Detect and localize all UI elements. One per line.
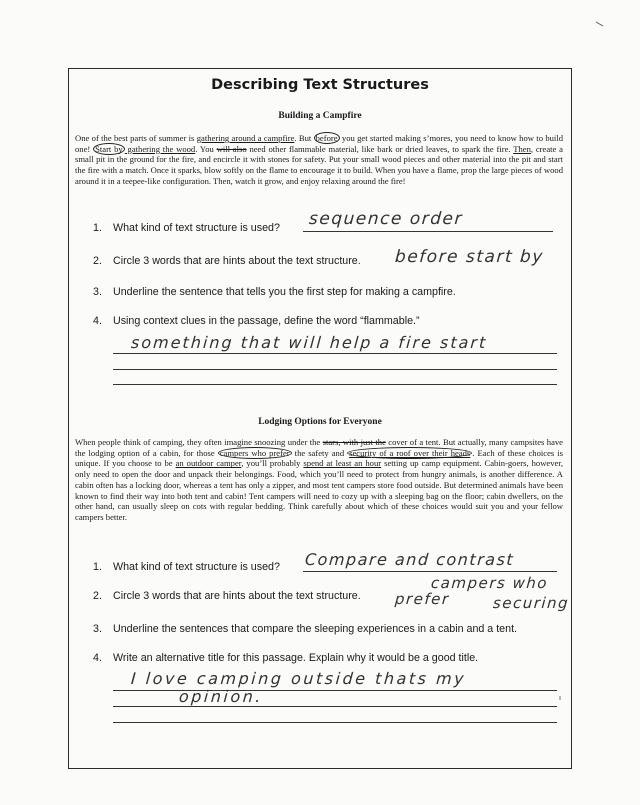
s2-answer-2-line3[interactable]: securing	[492, 594, 570, 612]
s1-question-2: 2. Circle 3 words that are hints about the text structure.	[93, 255, 361, 267]
s1-question-1: 1. What kind of text structure is used?	[93, 222, 280, 234]
section1-passage: One of the best parts of summer is gathering around a campfire. But before you get started making s’mores, you need to know how to build one! Start by gathering the wood. You will also need other flammable material, like bark or dried leaves, to spark the fire. Then, create a small pit in the ground for the fire, and encircle it with stones for safety. Put your small wood pieces and other material into the pit and start the fire with a match. Once it sparks, blow softly on the flame to encourage it to build. When you have a flame, prop the large pieces of wood around it in a teepee-like configuration. Then, watch it grow, and enjoy relaxing around the fire!	[75, 133, 563, 186]
stray-pencil-mark	[596, 22, 603, 26]
worksheet-border	[68, 68, 572, 769]
s2-question-2: 2. Circle 3 words that are hints about the text structure.	[93, 590, 361, 602]
s2-answer-1[interactable]: Compare and contrast	[304, 550, 515, 569]
s2-answer-1-line	[303, 571, 557, 572]
s2-answer-4-line-2	[113, 706, 557, 707]
s1-answer-4-line-3	[113, 384, 557, 385]
s1-question-3: 3. Underline the sentence that tells you the first step for making a campfire.	[93, 286, 456, 298]
worksheet-title: Describing Text Structures	[211, 77, 429, 93]
s1-answer-1-line	[303, 231, 553, 232]
s2-question-4: 4. Write an alternative title for this passage. Explain why it would be a good title.	[93, 652, 479, 664]
s1-answer-4-line-1	[113, 353, 557, 354]
section2-heading: Lodging Options for Everyone	[258, 417, 382, 427]
s1-answer-4-line-2	[113, 369, 557, 370]
section1-heading: Building a Campfire	[278, 111, 362, 121]
s2-answer-4-line-3	[113, 722, 557, 723]
s2-answer-4-line2[interactable]: opinion.	[178, 687, 264, 706]
s2-answer-2-line1[interactable]: campers who	[430, 574, 549, 592]
s2-question-1: 1. What kind of text structure is used?	[93, 561, 280, 573]
s1-question-4: 4. Using context clues in the passage, define the word “flammable.”	[93, 315, 420, 327]
s2-question-3: 3. Underline the sentences that compare the sleeping experiences in a cabin and a tent.	[93, 623, 518, 635]
s1-answer-2[interactable]: before start by	[394, 247, 545, 267]
s2-answer-4-line1[interactable]: I love camping outside thats my	[130, 669, 467, 688]
s2-answer-2-line2[interactable]: prefer	[394, 590, 451, 608]
s1-answer-1[interactable]: sequence order	[308, 209, 464, 229]
section2-passage: When people think of camping, they often imagine snoozing under the stars, with just the cover of a tent. But actually, many campsites have the lodging option of a cabin, for those campers who prefer the safety and security of a roof over their heads . Each of these choices is unique. If you choose to be an outdoor camper, you’ll probably spend at least an hour setting up camp equipment. Cabin-goers, however, only need to open the door and unpack their belongings. Food, which you’ll need to protect from hungry animals, is another difference. A cabin often has a locking door, whereas a tent has only a zipper, and most tent campers store food outside. But determined animals have been known to find their way into both tent and cabin! Tent campers will need to cozy up with a sleeping bag on the floor; cabin dwellers, on the other hand, can usually sleep on cots with regular bedding. Think carefully about which of these choices would suit you and your fellow campers better.	[75, 437, 563, 522]
s1-answer-4[interactable]: something that will help a fire start	[130, 333, 488, 352]
